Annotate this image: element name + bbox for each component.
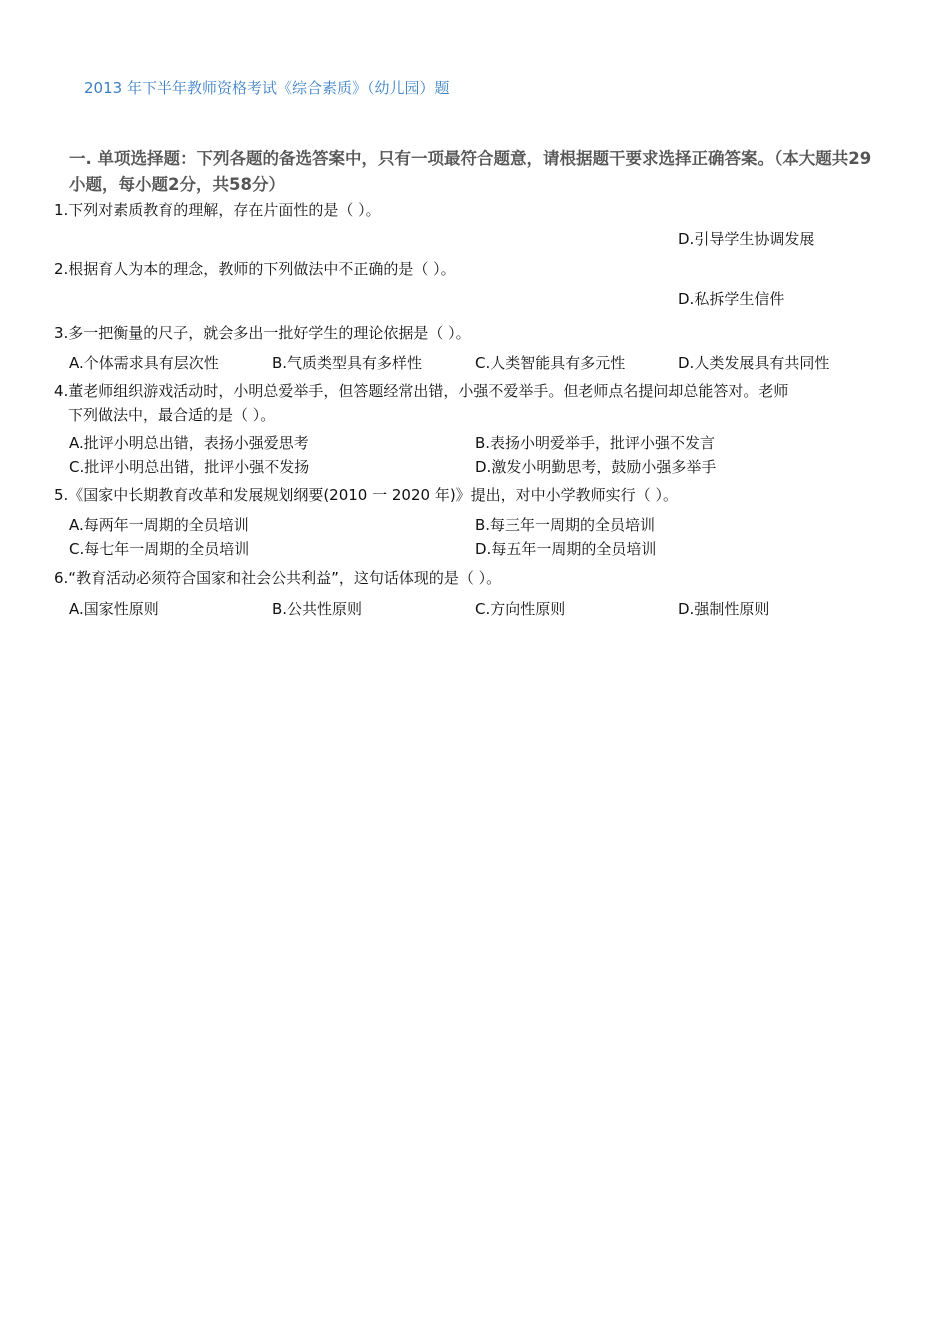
option-b: B.表扬小明爱举手，批评小强不发言 [475, 434, 716, 452]
option-b: B.每三年一周期的全员培训 [475, 516, 656, 534]
option-c: C.批评小明总出错，批评小强不发扬 [69, 458, 310, 476]
question-stem: 2.根据育人为本的理念，教师的下列做法中不正确的是（ ）。 [54, 260, 456, 278]
option-d: D.强制性原则 [678, 600, 770, 618]
option-d: D.激发小明勤思考，鼓励小强多举手 [475, 458, 717, 476]
option-d: D.私拆学生信件 [678, 290, 785, 308]
question-stem: 5.《国家中长期教育改革和发展规划纲要(2010 一 2020 年)》提出，对中小学教师实行（ ）。 [54, 486, 678, 504]
option-a: A.国家性原则 [69, 600, 159, 618]
option-a: A.个体需求具有层次性 [69, 354, 219, 372]
option-d: D.每五年一周期的全员培训 [475, 540, 657, 558]
question-stem-continued: 下列做法中，最合适的是（ ）。 [68, 406, 276, 424]
question-stem: 4.董老师组织游戏活动时，小明总爱举手，但答题经常出错，小强不爱举手。但老师点名提问却总能答对。老师 [54, 382, 789, 400]
option-c: C.方向性原则 [475, 600, 566, 618]
option-d: D.引导学生协调发展 [678, 230, 815, 248]
section-heading: 一. 单项选择题：下列各题的备选答案中，只有一项最符合题意，请根据题干要求选择正确答案。（本大题共29小题，每小题2分，共58分） [69, 149, 872, 194]
document-title: 2013 年下半年教师资格考试《综合素质》（幼儿园）题 [84, 79, 450, 97]
question-stem: 3.多一把衡量的尺子，就会多出一批好学生的理论依据是（ ）。 [54, 324, 471, 342]
option-a: A.批评小明总出错，表扬小强爱思考 [69, 434, 309, 452]
question-stem: 1.下列对素质教育的理解，存在片面性的是（ ）。 [54, 201, 381, 219]
option-b: B.公共性原则 [272, 600, 363, 618]
option-c: C.人类智能具有多元性 [475, 354, 626, 372]
option-c: C.每七年一周期的全员培训 [69, 540, 250, 558]
question-stem: 6.“教育活动必须符合国家和社会公共利益”，这句话体现的是（ ）。 [54, 569, 502, 587]
option-a: A.每两年一周期的全员培训 [69, 516, 249, 534]
option-b: B.气质类型具有多样性 [272, 354, 423, 372]
option-d: D.人类发展具有共同性 [678, 354, 830, 372]
